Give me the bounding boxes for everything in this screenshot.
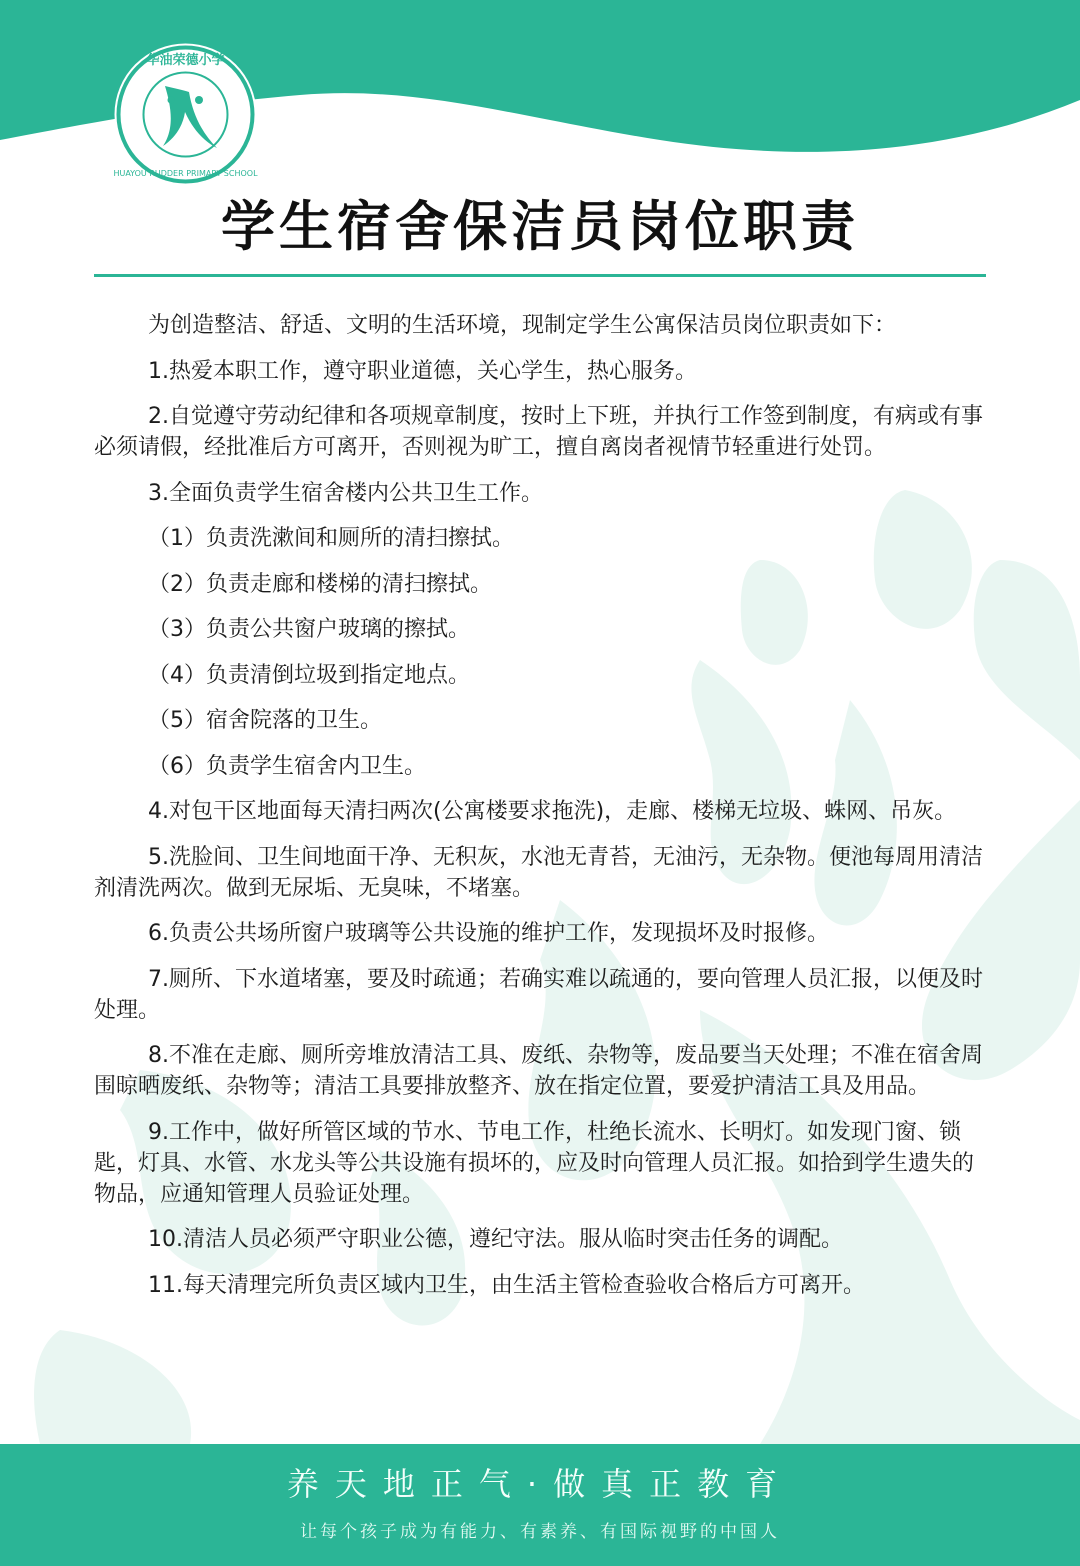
page-title: 学生宿舍保洁员岗位职责 <box>221 195 859 258</box>
duty-item-1: 1.热爱本职工作，遵守职业道德，关心学生，热心服务。 <box>148 358 697 384</box>
duty-subitem-4: （4）负责清倒垃圾到指定地点。 <box>148 662 470 688</box>
duty-subitem-3: （3）负责公共窗户玻璃的擦拭。 <box>148 617 470 642</box>
duty-item-2: 2.自觉遵守劳动纪律和各项规章制度，按时上下班，并执行工作签到制度，有病或有事必须请假，经批准后方可离开，否则视为旷工，擅自离岗者视情节轻重进行处罚。 <box>94 404 983 460</box>
duty-item-6: 6.负责公共场所窗户玻璃等公共设施的维护工作，发现损坏及时报修。 <box>148 921 829 946</box>
duty-item-8: 8.不准在走廊、厕所旁堆放清洁工具、废纸、杂物等，废品要当天处理；不准在宿舍周围晾晒废纸、杂物等；清洁工具要排放整齐、放在指定位置，要爱护清洁工具及用品。 <box>94 1043 983 1099</box>
duty-item-11: 11.每天清理完所负责区域内卫生，由生活主管检查验收合格后方可离开。 <box>148 1272 865 1298</box>
duty-subitem-6: （6）负责学生宿舍内卫生。 <box>148 753 426 779</box>
duty-subitem-1: （1）负责洗漱间和厕所的清扫擦拭。 <box>148 526 514 551</box>
logo-name-en: HUAYOU RUDDER PRIMARY SCHOOL <box>113 169 258 178</box>
duty-list <box>94 310 986 1315</box>
duty-subitem-5: （5）宿舍院落的卫生。 <box>148 708 382 733</box>
logo-name-cn: 华油荣德小学 <box>146 53 225 68</box>
school-logo <box>113 42 258 187</box>
footer-motto: 让每个孩子成为有能力、有素养、有国际视野的中国人 <box>300 1522 780 1542</box>
title-divider <box>94 274 986 277</box>
intro-paragraph: 为创造整洁、舒适、文明的生活环境，现制定学生公寓保洁员岗位职责如下： <box>148 313 897 338</box>
duty-item-10: 10.清洁人员必须严守职业公德，遵纪守法。服从临时突击任务的调配。 <box>148 1227 843 1252</box>
footer-slogan: 养天地正气·做真正教育 <box>286 1465 794 1503</box>
duty-item-3: 3.全面负责学生宿舍楼内公共卫生工作。 <box>148 480 543 506</box>
duty-item-7: 7.厕所、下水道堵塞，要及时疏通；若确实难以疏通的，要向管理人员汇报，以便及时处理。 <box>94 966 983 1023</box>
duty-item-9: 9.工作中，做好所管区域的节水、节电工作，杜绝长流水、长明灯。如发现门窗、锁匙，灯具、水管、水龙头等公共设施有损坏的，应及时向管理人员汇报。如拾到学生遗失的物品，应通知管理人员验证处理。 <box>94 1119 975 1207</box>
duty-subitem-2: （2）负责走廊和楼梯的清扫擦拭。 <box>148 571 492 597</box>
footer-banner <box>0 1444 1080 1566</box>
duty-item-5: 5.洗脸间、卫生间地面干净、无积灰，水池无青苔，无油污，无杂物。便池每周用清洁剂清洗两次。做到无尿垢、无臭味，不堵塞。 <box>94 844 983 901</box>
duty-item-4: 4.对包干区地面每天清扫两次(公寓楼要求拖洗)，走廊、楼梯无垃圾、蛛网、吊灰。 <box>148 799 957 824</box>
